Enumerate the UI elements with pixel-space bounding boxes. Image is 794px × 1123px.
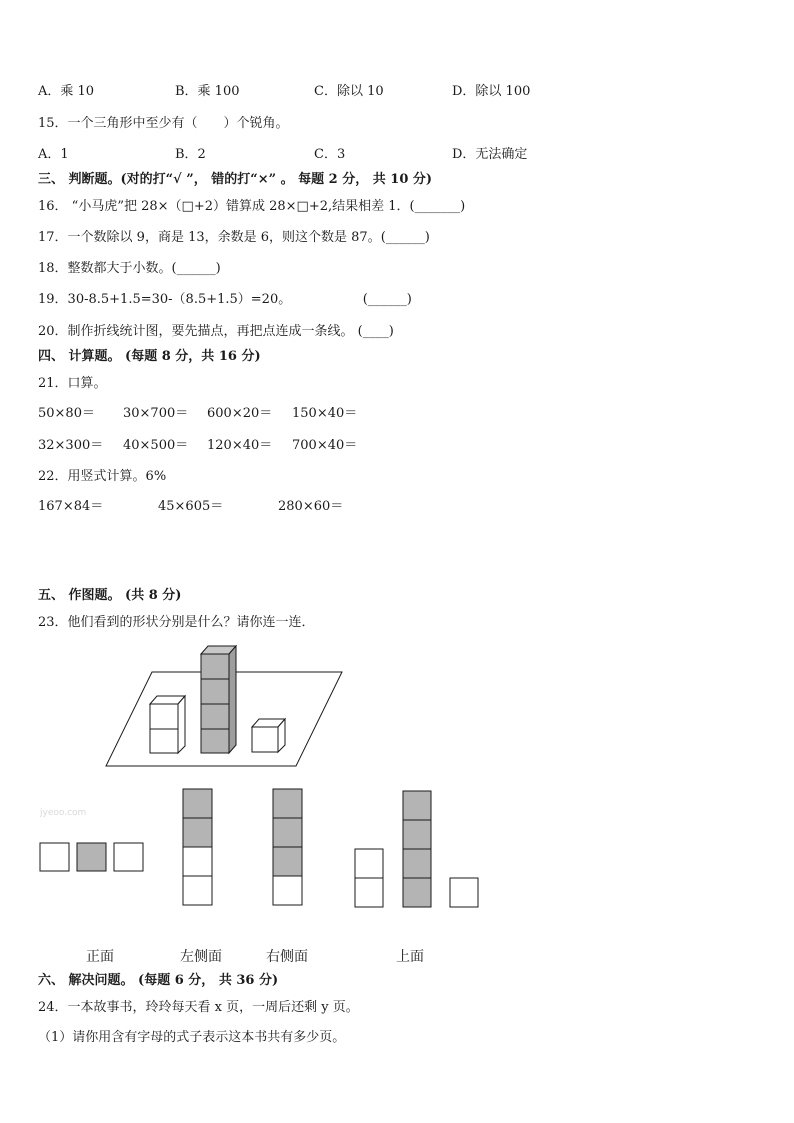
q19-text: 19．30-8.5+1.5=30-（8.5+1.5）=20。 (______) [38,292,412,307]
view-shape-2 [183,789,212,905]
q22-expr: 167×84＝ [38,499,104,514]
q15-option-a: A．1 [38,147,69,162]
q15-option-c: C．3 [314,147,346,162]
view-label-top: 上面 [396,949,424,965]
view-shape-1 [40,843,143,871]
q18-text: 18．整数都大于小数。(______) [38,261,221,276]
q21-expr: 150×40＝ [292,406,358,421]
q21-expr: 40×500＝ [123,438,189,453]
view-label-left: 左侧面 [180,949,222,965]
q24-sub1: （1）请你用含有字母的式子表示这本书共有多少页。 [38,1030,346,1045]
view-label-front: 正面 [86,949,114,965]
q20-text: 20．制作折线统计图，要先描点，再把点连成一条线。 (____) [38,324,394,339]
q16-text: 16． “小马虎”把 28×（□+2）错算成 28×□+2,结果相差 1．(_______) [38,199,466,214]
q14-option-b: B．乘 100 [175,84,240,99]
section-3-heading: 三、 判断题。(对的打“√ ”， 错的打“×” 。 每题 2 分， 共 10 分) [38,172,433,187]
q21-expr: 50×80＝ [38,406,95,421]
q23-text: 23．他们看到的形状分别是什么？请你连一连． [38,615,315,630]
section-4-heading: 四、 计算题。 (每题 8 分，共 16 分) [38,349,261,364]
q15-option-b: B．2 [175,147,206,162]
q21-expr: 120×40＝ [207,438,273,453]
section-5-heading: 五、 作图题。 (共 8 分) [38,588,182,603]
q14-option-d: D．除以 100 [452,84,531,99]
q17-text: 17．一个数除以 9，商是 13，余数是 6，则这个数是 87。(______) [38,230,430,245]
section-6-heading: 六、 解决问题。 (每题 6 分， 共 36 分) [38,973,279,988]
q21-expr: 600×20＝ [207,406,273,421]
q21-expr: 30×700＝ [123,406,189,421]
q14-option-a: A．乘 10 [38,84,95,99]
cube-stack-tall [201,646,236,753]
cube-single [252,719,285,752]
q22-expr: 280×60＝ [278,499,344,514]
view-shape-4 [355,791,478,907]
q15-option-d: D．无法确定 [452,147,528,162]
q21-expr: 700×40＝ [292,438,358,453]
q24-text: 24．一本故事书，玲玲每天看 x 页，一周后还剩 y 页。 [38,1000,359,1015]
q15-text: 15．一个三角形中至少有（ ）个锐角。 [38,116,289,131]
cube-stack-left [150,696,185,753]
view-label-right: 右侧面 [266,949,308,965]
view-shape-3 [273,789,302,905]
q22-expr: 45×605＝ [158,499,224,514]
q21-expr: 32×300＝ [38,438,104,453]
watermark: jyeoo.com [40,808,87,818]
q22-title: 22．用竖式计算。6% [38,469,167,484]
q14-option-c: C．除以 10 [314,84,384,99]
q21-title: 21．口算。 [38,376,107,391]
